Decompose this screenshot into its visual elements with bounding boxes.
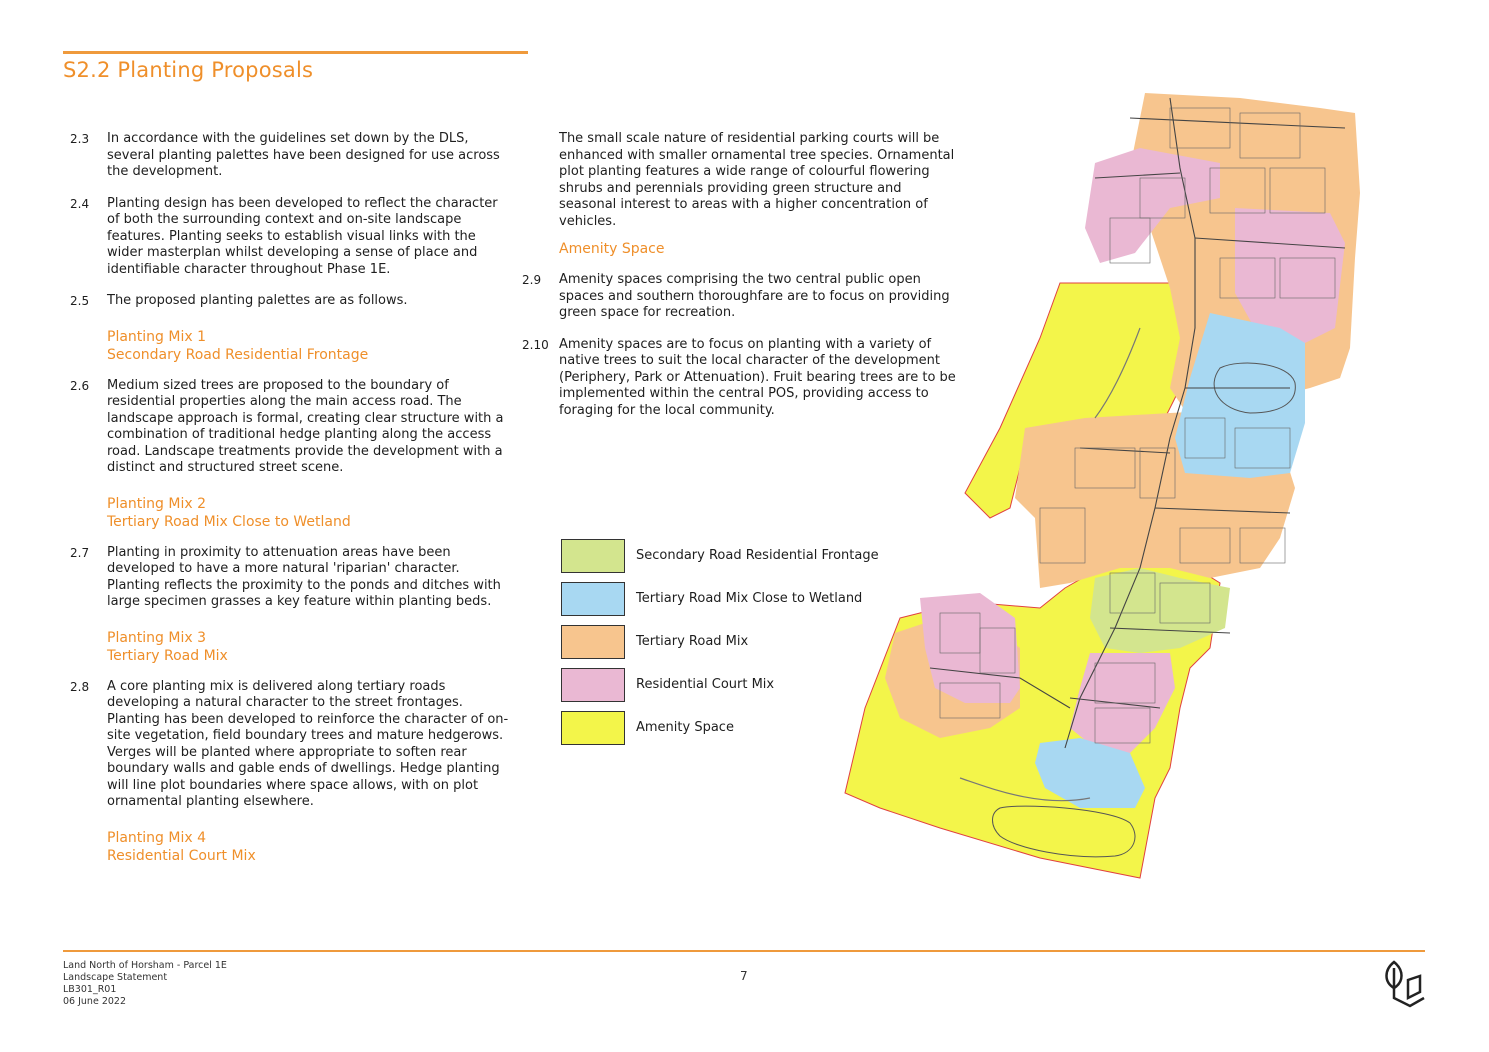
paragraph-text: Medium sized trees are proposed to the boundary of residential properties along the main access road. The landscape approach is formal, creating clear structure with a combination of traditional hedge planting along the access road. Landscape treatments provide the development with a distinct and structured street scene. <box>107 377 504 475</box>
footer-date: 06 June 2022 <box>63 996 126 1007</box>
footer-document: Landscape Statement <box>63 972 168 983</box>
mix-title: Planting Mix 3 <box>107 629 206 646</box>
mix-subtitle: Tertiary Road Mix Close to Wetland <box>107 513 351 530</box>
paragraph-2-5 <box>70 293 510 310</box>
mix-subtitle: Tertiary Road Mix <box>107 647 228 664</box>
mix-title: Planting Mix 1 <box>107 328 206 345</box>
planting-mix-2-heading <box>70 495 510 531</box>
paragraph-2-8 <box>70 679 510 811</box>
paragraph-number: 2.8 <box>70 679 90 694</box>
planting-mix-4-heading <box>70 829 510 865</box>
legend-label: Tertiary Road Mix <box>636 634 749 649</box>
mix-title: Planting Mix 4 <box>107 829 206 846</box>
paragraph-number: 2.6 <box>70 378 90 393</box>
legend-swatch <box>561 668 625 702</box>
legend-swatch <box>561 582 625 616</box>
paragraph-text: The proposed planting palettes are as follows. <box>107 293 408 308</box>
footer-rule <box>63 950 1425 952</box>
page-number: 7 <box>740 969 748 983</box>
footer-project: Land North of Horsham - Parcel 1E <box>63 960 227 971</box>
legend-swatch <box>561 711 625 745</box>
paragraph-number: 2.5 <box>70 294 90 308</box>
paragraph-2-3 <box>70 131 510 181</box>
legend-swatch <box>561 625 625 659</box>
paragraph-2-7 <box>70 545 510 611</box>
footer-info <box>63 960 227 1008</box>
paragraph-number: 2.9 <box>522 273 542 287</box>
left-text-column <box>70 131 510 879</box>
legend-label: Secondary Road Residential Frontage <box>636 548 879 563</box>
paragraph-text: Planting in proximity to attenuation areas have been developed to have a more natural 'riparian' character. Planting reflects the proximity to the ponds and ditches with large specimen grasses a key feature within planting beds. <box>107 544 501 609</box>
paragraph-text: Planting design has been developed to reflect the character of both the surrounding context and on-site landscape features. Planting seeks to establish visual links with the wider masterplan whilst developing a sense of place and identifiable character throughout Phase 1E. <box>107 195 498 277</box>
paragraph-number: 2.4 <box>70 196 90 211</box>
legend-label: Residential Court Mix <box>636 677 775 692</box>
page-title: S2.2 Planting Proposals <box>63 58 314 82</box>
header-rule <box>63 51 528 54</box>
amenity-space-heading: Amenity Space <box>559 241 665 257</box>
paragraph-number: 2.3 <box>70 132 90 146</box>
paragraph-number: 2.10 <box>522 337 549 352</box>
paragraph-text: Amenity spaces comprising the two central public open spaces and southern thoroughfare are to focus on providing green space for recreation. <box>559 272 950 320</box>
legend-swatch <box>561 539 625 573</box>
mix-title: Planting Mix 2 <box>107 495 206 512</box>
company-logo-icon <box>1380 958 1428 1010</box>
paragraph-number: 2.7 <box>70 545 90 560</box>
mix-subtitle: Residential Court Mix <box>107 847 256 864</box>
paragraph-text: Amenity spaces are to focus on planting with a variety of native trees to suit the local character of the development (Periphery, Park or Attenuation). Fruit bearing trees are to be implemented within the central POS, providing access to foraging for the local community. <box>559 336 956 418</box>
legend-label: Tertiary Road Mix Close to Wetland <box>636 591 863 606</box>
paragraph-2-6 <box>70 378 510 477</box>
footer-reference: LB301_R01 <box>63 984 117 995</box>
residential-court-description: The small scale nature of residential parking courts will be enhanced with smaller ornamental tree species. Ornamental plot planting features a wide range of colourful flowering shrubs and perennials providing green structure and seasonal interest to areas with a higher concentration of vehicles. <box>559 131 955 229</box>
mix-subtitle: Secondary Road Residential Frontage <box>107 346 369 363</box>
paragraph-2-4 <box>70 196 510 279</box>
masterplan-map <box>840 88 1380 888</box>
paragraph-text: A core planting mix is delivered along tertiary roads developing a natural character to the street frontages. Planting has been developed to reinforce the character of on-site vegetation, field boundary trees and mature hedgerows. Verges will be planted where appropriate to soften rear boundary walls and gable ends of dwellings. Hedge planting will line plot boundaries where space allows, with on plot ornamental planting elsewhere. <box>107 678 509 809</box>
planting-mix-1-heading <box>70 328 510 364</box>
paragraph-text: In accordance with the guidelines set down by the DLS, several planting palettes have been designed for use across the development. <box>107 131 500 179</box>
legend-label: Amenity Space <box>636 720 734 735</box>
planting-mix-3-heading <box>70 629 510 665</box>
